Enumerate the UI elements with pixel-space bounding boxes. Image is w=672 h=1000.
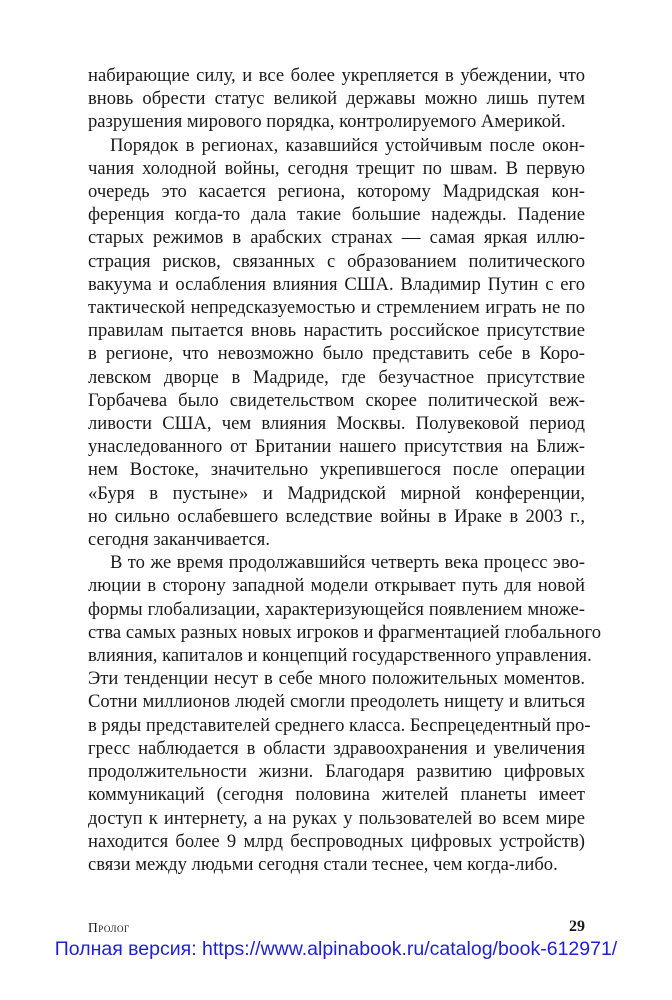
text-line: нем Востоке, значительно укрепившегося после операции xyxy=(88,459,585,481)
text-line: разрушения мирового порядка, контролируемого Америкой. xyxy=(88,111,566,133)
text-line: но сильно ослабевшего вследствие войны в Ираке в 2003 г., xyxy=(88,505,585,527)
text-line: ливости США, чем влияния Москвы. Полувековой период xyxy=(88,413,585,435)
text-line: ства самых разных новых игроков и фрагментацией глобального xyxy=(88,621,601,643)
text-line: вакуума и ослабления влияния США. Владимир Путин с его xyxy=(88,273,585,295)
page-body xyxy=(88,64,601,876)
text-line: доступ к интернету, а на руках у пользователей во всем мире xyxy=(88,807,585,829)
text-line: Эти тенденции несут в себе много положительных моментов. xyxy=(88,668,585,690)
paragraph-3 xyxy=(88,551,601,876)
text-line: Горбачева было свидетельством скорее политической веж- xyxy=(88,389,585,411)
text-line: связи между людьми сегодня стали теснее, чем когда-либо. xyxy=(88,853,558,875)
text-line: формы глобализации, характеризующейся появлением множе- xyxy=(88,598,585,620)
text-line: влияния, капиталов и концепций государственного управления. xyxy=(88,645,592,667)
text-line: левском дворце в Мадриде, где безучастное присутствие xyxy=(88,366,585,388)
text-line: «Буря в пустыне» и Мадридской мирной конференции, xyxy=(88,482,585,504)
text-line: сегодня заканчивается. xyxy=(88,529,270,551)
text-line: В то же время продолжавшийся четверть века процесс эво- xyxy=(110,552,585,574)
text-line: очередь это касается региона, которому Мадридская кон- xyxy=(88,181,585,203)
text-line: правилам пытается вновь нарастить российское присутствие xyxy=(88,320,585,342)
text-line: коммуникаций (сегодня половина жителей планеты имеет xyxy=(88,784,585,806)
text-line: чания холодной войны, сегодня трещит по швам. В первую xyxy=(88,157,585,179)
running-title: Пролог xyxy=(88,920,130,935)
text-line: ференция когда-то дала такие большие надежды. Падение xyxy=(88,204,585,226)
text-line: унаследованного от Британии нашего присутствия на Ближ- xyxy=(88,436,585,458)
text-line: в ряды представителей среднего класса. Беспрецедентный про- xyxy=(88,714,591,736)
text-line: находится более 9 млрд беспроводных цифровых устройств) xyxy=(88,830,585,852)
text-line: тактической непредсказуемостью и стремлением играть не по xyxy=(88,297,585,319)
text-line: продолжительности жизни. Благодаря развитию цифровых xyxy=(88,761,585,783)
paragraph-2 xyxy=(88,134,585,552)
text-line: Порядок в регионах, казавшийся устойчивым после окон- xyxy=(110,134,585,156)
text-line: страция рисков, связанных с образованием политического xyxy=(88,250,585,272)
text-line: вновь обрести статус великой державы можно лишь путем xyxy=(88,88,585,110)
page-number: 29 xyxy=(569,918,585,935)
text-line: гресс наблюдается в области здравоохранения и увеличения xyxy=(88,737,585,759)
text-line: набирающие силу, и все более укрепляется в убеждении, что xyxy=(88,65,585,86)
full-version-link[interactable]: Полная версия: https://www.alpinabook.ru/catalog/book-612971/ xyxy=(54,938,618,960)
text-line: старых режимов в арабских странах — самая яркая иллю- xyxy=(88,227,585,249)
text-line: люции в сторону западной модели открывает путь для новой xyxy=(88,575,585,597)
paragraph-1 xyxy=(88,64,585,134)
text-line: в регионе, что невозможно было представить себе в Коро- xyxy=(88,343,585,365)
text-line: Сотни миллионов людей смогли преодолеть нищету и влиться xyxy=(88,691,585,713)
